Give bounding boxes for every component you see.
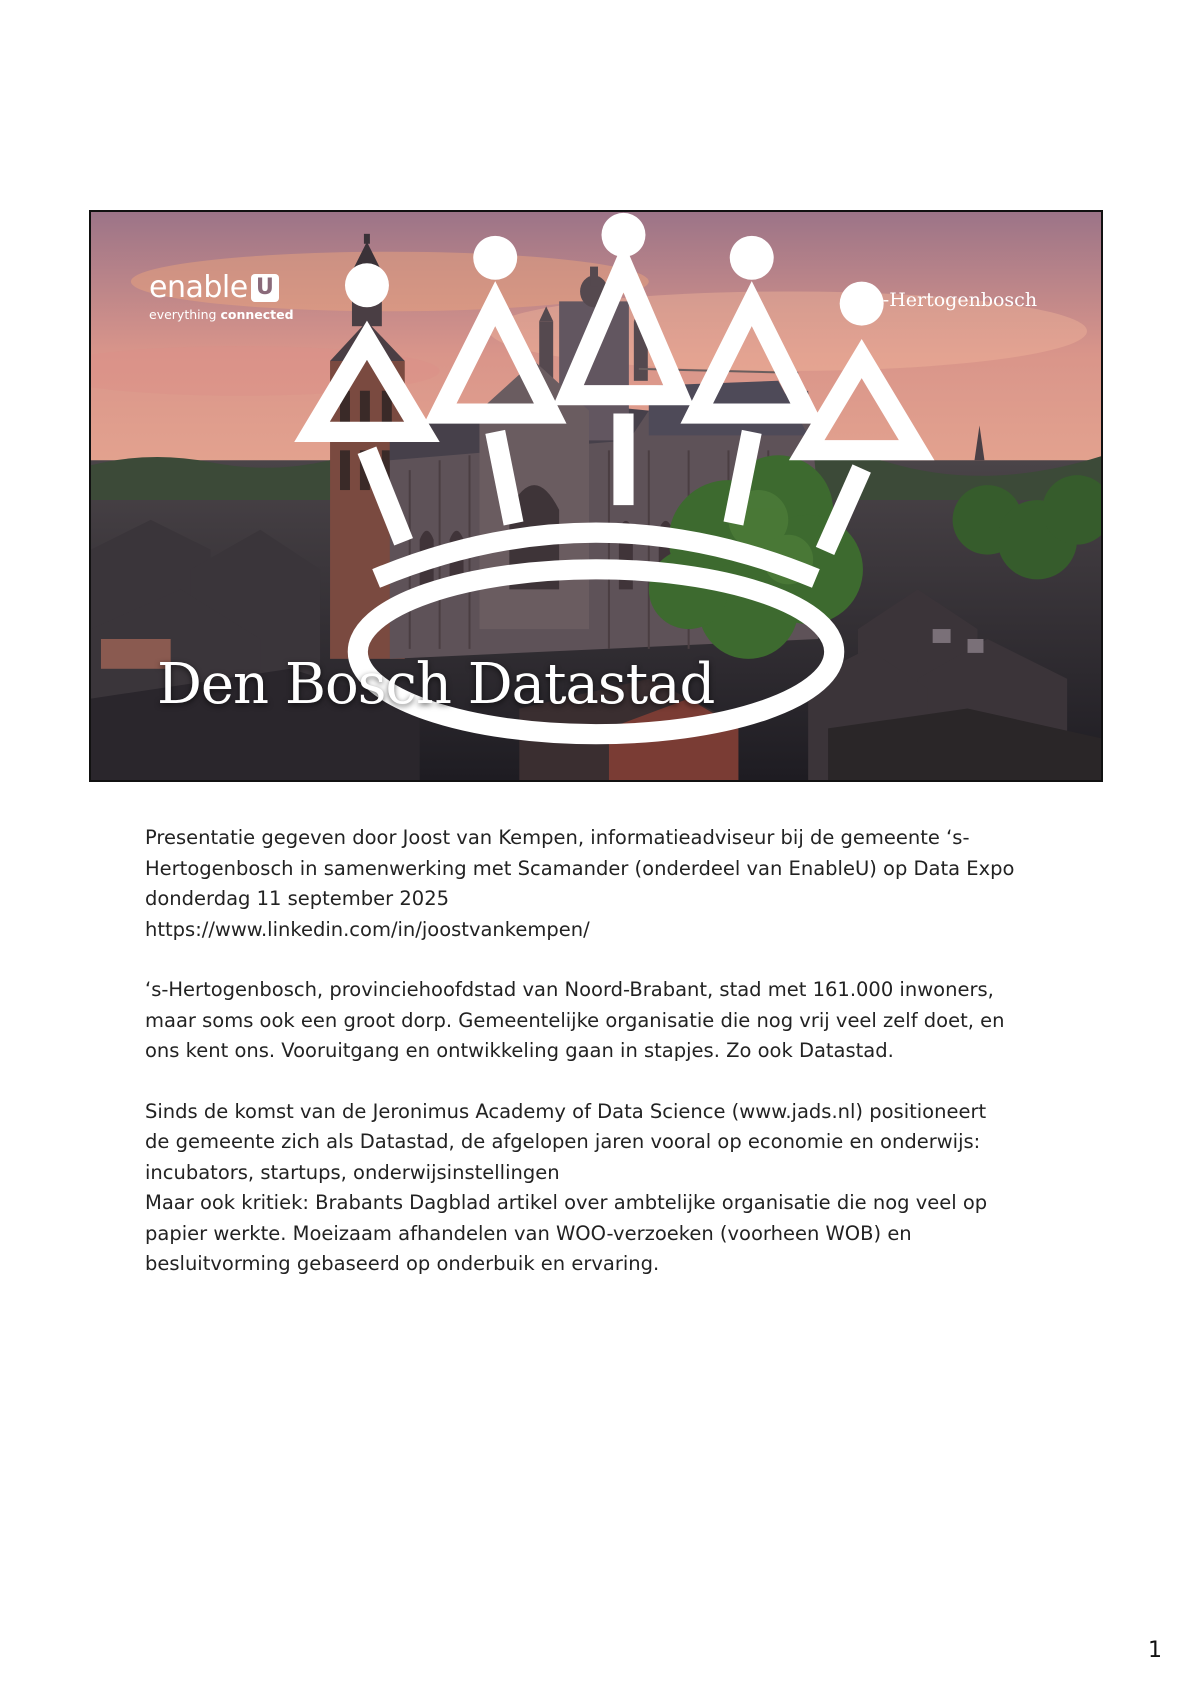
- slide-title: Den Bosch Datastad: [157, 652, 715, 717]
- enableu-tagline-bold: connected: [220, 307, 294, 322]
- notes-line: papier werkte. Moeizaam afhandelen van WOO-verzoeken (voorheen WOB) en: [145, 1221, 912, 1245]
- notes-line: Sinds de komst van de Jeronimus Academy of Data Science (www.jads.nl) positioneert: [145, 1099, 987, 1123]
- notes-line: ‘s-Hertogenbosch, provinciehoofdstad van Noord-Brabant, stad met 161.000 inwoners,: [145, 978, 994, 1001]
- city-name-logo: ’s-Hertogenbosch: [867, 289, 1038, 311]
- notes-line: donderdag 11 september 2025: [145, 887, 450, 910]
- notes-line: Presentatie gegeven door Joost van Kempen, informatieadviseur bij de gemeente ‘s-: [145, 826, 970, 849]
- enableu-logo-u: U: [251, 274, 279, 302]
- enableu-tagline-light: everything: [149, 307, 221, 322]
- notes-line: besluitvorming gebaseerd op onderbuik en ervaring.: [145, 1252, 660, 1275]
- notes-paragraph-1: [145, 823, 1065, 945]
- notes-paragraph-2: [145, 975, 1065, 1067]
- notes-line: de gemeente zich als Datastad, de afgelopen jaren vooral op economie en onderwijs:: [145, 1130, 981, 1153]
- notes-line: ons kent ons. Vooruitgang en ontwikkeling gaan in stapjes. Zo ook Datastad.: [145, 1039, 894, 1062]
- notes-paragraph-3: [145, 1097, 1065, 1280]
- speaker-notes: [145, 823, 1065, 1310]
- notes-line: Maar ook kritiek: Brabants Dagblad artikel over ambtelijke organisatie die nog veel op: [145, 1191, 988, 1214]
- linkedin-link[interactable]: https://www.linkedin.com/in/joostvankempen/: [145, 917, 590, 941]
- page-number: 1: [1148, 1638, 1162, 1663]
- notes-line: maar soms ook een groot dorp. Gemeentelijke organisatie die nog vrij veel zelf doet, en: [145, 1008, 1005, 1032]
- notes-line: Hertogenbosch in samenwerking met Scamander (onderdeel van EnableU) op Data Expo: [145, 856, 1015, 880]
- notes-line: incubators, startups, onderwijsinstellingen: [145, 1160, 560, 1184]
- slide-thumbnail: [89, 210, 1103, 782]
- enableu-logo-word: enable: [149, 270, 248, 305]
